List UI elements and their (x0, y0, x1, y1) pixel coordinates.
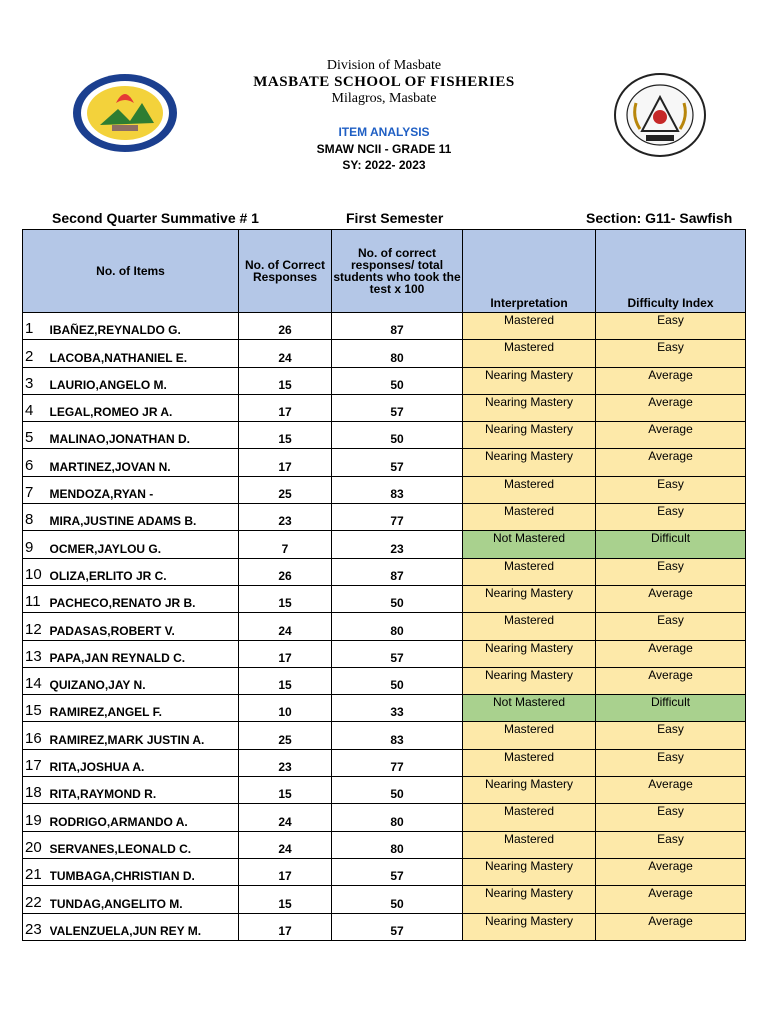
interpretation-cell: Mastered (463, 831, 596, 858)
table-row (23, 558, 746, 585)
percentage-score: 50 (332, 886, 463, 913)
table-row (23, 695, 746, 722)
table-row (23, 422, 746, 449)
table-row (23, 640, 746, 667)
table-body (23, 313, 746, 941)
difficulty-cell: Easy (596, 504, 746, 531)
row-number: 10 (23, 558, 50, 585)
row-number: 5 (23, 422, 50, 449)
section-label: Section: G11- Sawfish (586, 210, 733, 226)
percentage-score: 50 (332, 367, 463, 394)
table-row (23, 858, 746, 885)
percentage-score: 80 (332, 831, 463, 858)
table-row (23, 831, 746, 858)
row-number: 9 (23, 531, 50, 558)
student-name: LACOBA,NATHANIEL E. (50, 340, 239, 367)
student-name: RODRIGO,ARMANDO A. (50, 804, 239, 831)
row-number: 4 (23, 394, 50, 421)
percentage-score: 80 (332, 340, 463, 367)
correct-responses: 24 (239, 804, 332, 831)
difficulty-cell: Average (596, 667, 746, 694)
row-number: 15 (23, 695, 50, 722)
percentage-score: 50 (332, 422, 463, 449)
difficulty-cell: Average (596, 449, 746, 476)
difficulty-cell: Average (596, 367, 746, 394)
correct-responses: 24 (239, 340, 332, 367)
interpretation-cell: Nearing Mastery (463, 667, 596, 694)
table-row (23, 749, 746, 776)
difficulty-cell: Easy (596, 749, 746, 776)
student-name: OLIZA,ERLITO JR C. (50, 558, 239, 585)
row-number: 18 (23, 777, 50, 804)
row-number: 21 (23, 858, 50, 885)
interpretation-cell: Nearing Mastery (463, 585, 596, 612)
correct-responses: 26 (239, 558, 332, 585)
interpretation-cell: Nearing Mastery (463, 640, 596, 667)
student-name: MALINAO,JONATHAN D. (50, 422, 239, 449)
percentage-score: 57 (332, 913, 463, 940)
school-year: SY: 2022- 2023 (342, 158, 426, 172)
difficulty-cell: Average (596, 858, 746, 885)
percentage-score: 50 (332, 667, 463, 694)
correct-responses: 15 (239, 777, 332, 804)
student-name: LEGAL,ROMEO JR A. (50, 394, 239, 421)
student-name: VALENZUELA,JUN REY M. (50, 913, 239, 940)
difficulty-cell: Difficult (596, 695, 746, 722)
correct-responses: 10 (239, 695, 332, 722)
difficulty-cell: Difficult (596, 531, 746, 558)
quarter-label: Second Quarter Summative # 1 (52, 210, 259, 226)
row-number: 23 (23, 913, 50, 940)
difficulty-cell: Average (596, 585, 746, 612)
row-number: 11 (23, 585, 50, 612)
header-difficulty-index: Difficulty Index (596, 230, 746, 313)
table-row (23, 613, 746, 640)
correct-responses: 17 (239, 394, 332, 421)
table-row (23, 313, 746, 340)
difficulty-cell: Easy (596, 558, 746, 585)
correct-responses: 17 (239, 640, 332, 667)
table-row (23, 777, 746, 804)
difficulty-cell: Easy (596, 613, 746, 640)
correct-responses: 7 (239, 531, 332, 558)
row-number: 16 (23, 722, 50, 749)
correct-responses: 25 (239, 476, 332, 503)
percentage-score: 57 (332, 394, 463, 421)
student-name: IBAÑEZ,REYNALDO G. (50, 313, 239, 340)
row-number: 8 (23, 504, 50, 531)
table-row (23, 722, 746, 749)
percentage-score: 57 (332, 858, 463, 885)
row-number: 3 (23, 367, 50, 394)
difficulty-cell: Easy (596, 340, 746, 367)
school-location: Milagros, Masbate (331, 91, 437, 106)
correct-responses: 15 (239, 667, 332, 694)
school-name: MASBATE SCHOOL OF FISHERIES (253, 74, 515, 90)
interpretation-cell: Mastered (463, 749, 596, 776)
student-name: LAURIO,ANGELO M. (50, 367, 239, 394)
correct-responses: 17 (239, 913, 332, 940)
item-analysis-table (22, 229, 746, 941)
student-name: RAMIREZ,MARK JUSTIN A. (50, 722, 239, 749)
student-name: RITA,RAYMOND R. (50, 777, 239, 804)
semester-label: First Semester (346, 210, 444, 226)
difficulty-cell: Average (596, 640, 746, 667)
student-name: MENDOZA,RYAN - (50, 476, 239, 503)
interpretation-cell: Nearing Mastery (463, 449, 596, 476)
interpretation-cell: Nearing Mastery (463, 422, 596, 449)
interpretation-cell: Nearing Mastery (463, 886, 596, 913)
interpretation-cell: Mastered (463, 504, 596, 531)
table-row (23, 394, 746, 421)
interpretation-cell: Mastered (463, 476, 596, 503)
correct-responses: 26 (239, 313, 332, 340)
student-name: TUMBAGA,CHRISTIAN D. (50, 858, 239, 885)
row-number: 19 (23, 804, 50, 831)
correct-responses: 15 (239, 422, 332, 449)
correct-responses: 24 (239, 613, 332, 640)
row-number: 20 (23, 831, 50, 858)
interpretation-cell: Nearing Mastery (463, 913, 596, 940)
interpretation-cell: Nearing Mastery (463, 367, 596, 394)
percentage-score: 50 (332, 777, 463, 804)
table-row (23, 667, 746, 694)
student-name: PAPA,JAN REYNALD C. (50, 640, 239, 667)
percentage-score: 57 (332, 640, 463, 667)
table-header-row (23, 230, 746, 313)
row-number: 2 (23, 340, 50, 367)
document-header (0, 0, 768, 200)
table-row (23, 886, 746, 913)
student-name: QUIZANO,JAY N. (50, 667, 239, 694)
percentage-score: 80 (332, 804, 463, 831)
percentage-score: 87 (332, 313, 463, 340)
row-number: 6 (23, 449, 50, 476)
difficulty-cell: Easy (596, 313, 746, 340)
subject-grade: SMAW NCII - GRADE 11 (316, 142, 452, 156)
percentage-score: 77 (332, 749, 463, 776)
table-row (23, 476, 746, 503)
correct-responses: 25 (239, 722, 332, 749)
percentage-score: 80 (332, 613, 463, 640)
interpretation-cell: Nearing Mastery (463, 777, 596, 804)
correct-responses: 23 (239, 749, 332, 776)
correct-responses: 15 (239, 367, 332, 394)
table-row (23, 585, 746, 612)
interpretation-cell: Not Mastered (463, 531, 596, 558)
student-name: OCMER,JAYLOU G. (50, 531, 239, 558)
header-correct-responses: No. of Correct Responses (239, 230, 332, 313)
table-row (23, 367, 746, 394)
table-row (23, 449, 746, 476)
percentage-score: 83 (332, 476, 463, 503)
percentage-score: 23 (332, 531, 463, 558)
correct-responses: 17 (239, 858, 332, 885)
difficulty-cell: Easy (596, 722, 746, 749)
difficulty-cell: Average (596, 394, 746, 421)
difficulty-cell: Easy (596, 476, 746, 503)
row-number: 7 (23, 476, 50, 503)
row-number: 12 (23, 613, 50, 640)
header-items: No. of Items (23, 230, 239, 313)
table-row (23, 504, 746, 531)
correct-responses: 23 (239, 504, 332, 531)
percentage-score: 57 (332, 449, 463, 476)
interpretation-cell: Mastered (463, 613, 596, 640)
interpretation-cell: Nearing Mastery (463, 394, 596, 421)
header-interpretation: Interpretation (463, 230, 596, 313)
difficulty-cell: Easy (596, 804, 746, 831)
row-number: 17 (23, 749, 50, 776)
difficulty-cell: Average (596, 913, 746, 940)
student-name: TUNDAG,ANGELITO M. (50, 886, 239, 913)
interpretation-cell: Mastered (463, 340, 596, 367)
report-title: ITEM ANALYSIS (338, 125, 430, 139)
percentage-score: 87 (332, 558, 463, 585)
row-number: 14 (23, 667, 50, 694)
difficulty-cell: Average (596, 422, 746, 449)
percentage-score: 83 (332, 722, 463, 749)
interpretation-cell: Mastered (463, 722, 596, 749)
interpretation-cell: Mastered (463, 313, 596, 340)
student-name: MARTINEZ,JOVAN N. (50, 449, 239, 476)
percentage-score: 77 (332, 504, 463, 531)
student-name: RAMIREZ,ANGEL F. (50, 695, 239, 722)
student-name: MIRA,JUSTINE ADAMS B. (50, 504, 239, 531)
correct-responses: 15 (239, 886, 332, 913)
difficulty-cell: Easy (596, 831, 746, 858)
percentage-score: 50 (332, 585, 463, 612)
division-name: Division of Masbate (326, 58, 442, 73)
student-name: RITA,JOSHUA A. (50, 749, 239, 776)
student-name: PACHECO,RENATO JR B. (50, 585, 239, 612)
interpretation-cell: Mastered (463, 804, 596, 831)
interpretation-cell: Nearing Mastery (463, 858, 596, 885)
correct-responses: 24 (239, 831, 332, 858)
interpretation-cell: Not Mastered (463, 695, 596, 722)
student-name: PADASAS,ROBERT V. (50, 613, 239, 640)
interpretation-cell: Mastered (463, 558, 596, 585)
row-number: 1 (23, 313, 50, 340)
header-percentage: No. of correct responses/ total students who took the test x 100 (332, 230, 463, 313)
table-row (23, 531, 746, 558)
row-number: 13 (23, 640, 50, 667)
correct-responses: 15 (239, 585, 332, 612)
percentage-score: 33 (332, 695, 463, 722)
table-row (23, 340, 746, 367)
table-row (23, 913, 746, 940)
row-number: 22 (23, 886, 50, 913)
difficulty-cell: Average (596, 886, 746, 913)
table-row (23, 804, 746, 831)
correct-responses: 17 (239, 449, 332, 476)
difficulty-cell: Average (596, 777, 746, 804)
student-name: SERVANES,LEONALD C. (50, 831, 239, 858)
